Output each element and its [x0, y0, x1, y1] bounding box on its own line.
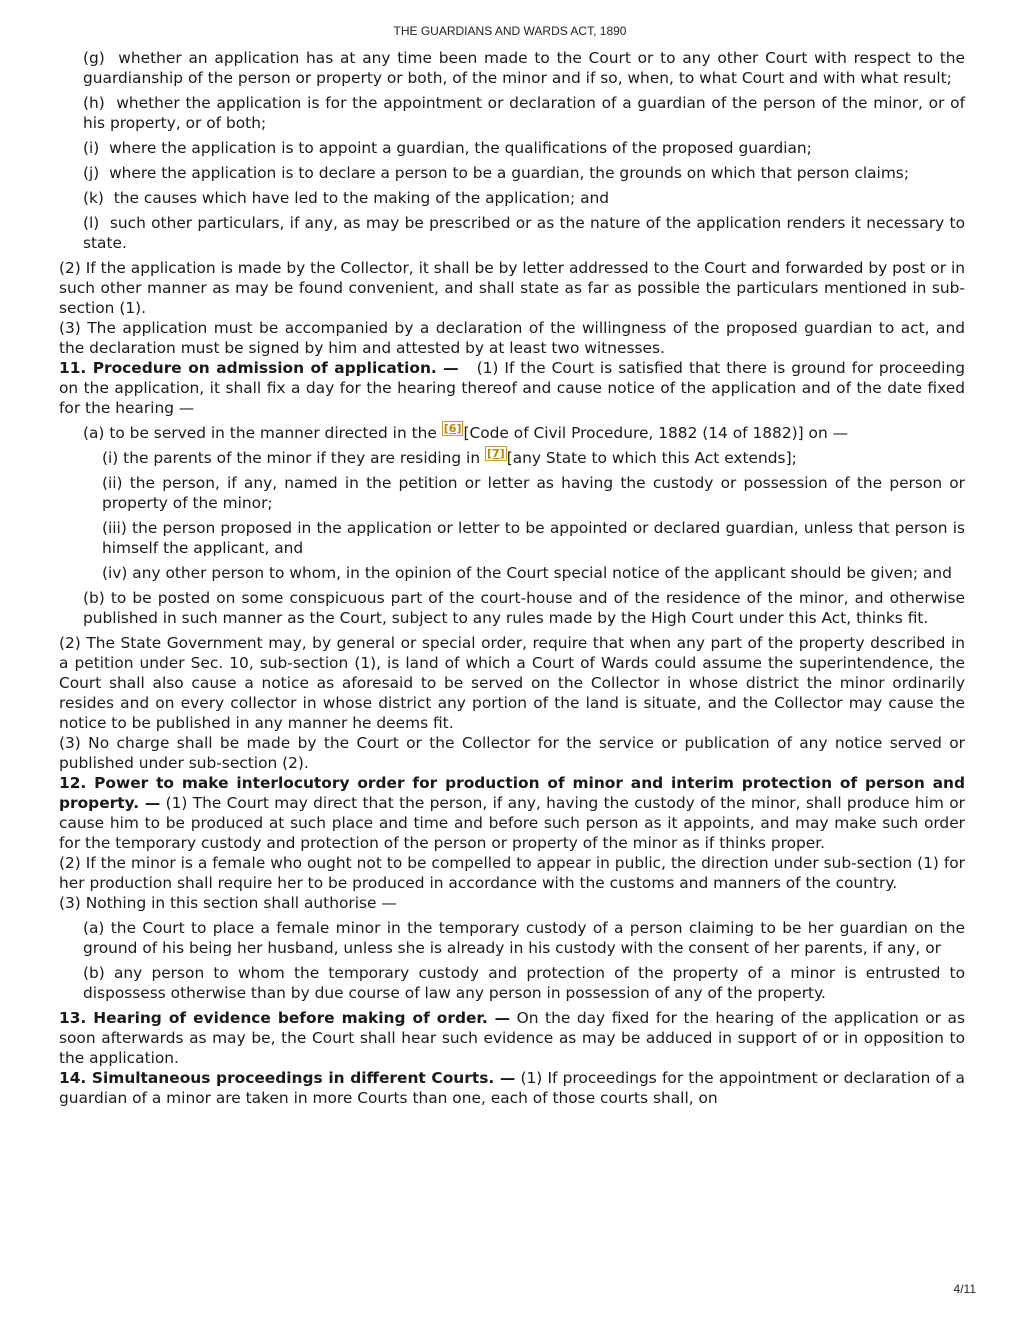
document-body [59, 48, 965, 1108]
page-header: THE GUARDIANS AND WARDS ACT, 1890 [393, 24, 627, 38]
section-11: 11. Procedure on admission of application. — (1) If the Court is satisfied that there is ground for proceeding on the application, it shall fix a day for the hearing thereof and cause notice of the application and of the date fixed for the hearing — [59, 359, 965, 417]
clause-j: (j) where the application is to declare a person to be a guardian, the grounds on which that person claims; [83, 164, 910, 182]
section-11-heading: 11. Procedure on admission of application. — [59, 359, 459, 377]
section-11-subclause-i: (i) the parents of the minor if they are residing in [7] [any State to which this Act extends]; [102, 446, 797, 467]
section-12-heading: 12. Power to make interlocutory order for production of minor and interim protection of person and property. — [59, 774, 965, 812]
section-11-clause-a: (a) to be served in the manner directed in the [6] [Code of Civil Procedure, 1882 (14 of 1882)] on — [83, 421, 848, 442]
section-11-subclause-iii: (iii) the person proposed in the application or letter to be appointed or declared guardian, unless that person is himself the applicant, and [102, 519, 965, 557]
clause-h: (h) whether the application is for the appointment or declaration of a guardian of the person of the minor, or of his property, or of both; [83, 94, 965, 132]
section-12-clause-a: (a) the Court to place a female minor in the temporary custody of a person claiming to be her guardian on the ground of his being her husband, unless she is already in his custody with the consent of her parents, if any, or [83, 919, 965, 957]
footnote-link-6[interactable]: [6] [443, 421, 462, 435]
section-12: 12. Power to make interlocutory order for production of minor and interim protection of person and property. — (1) The Court may direct that the person, if any, having the custody of the minor, shall produce him or cause him to be produced at such place and time and before such person as it appoints, and may make such order for the temporary custody and protection of the person or property of the minor as if thinks proper. [59, 774, 965, 852]
section-12-sub-3: (3) Nothing in this section shall authorise — [59, 894, 397, 912]
section-10-sub-2: (2) If the application is made by the Collector, it shall be by letter addressed to the Court and forwarded by post or in such other manner as may be found convenient, and shall state as far as possible the particulars mentioned in sub-section (1). [59, 259, 965, 317]
section-11-clause-b: (b) to be posted on some conspicuous part of the court-house and of the residence of the minor, and otherwise published in such manner as the Court, subject to any rules made by the High Court under this Act, thinks fit. [83, 589, 965, 627]
footnote-link-7[interactable]: [7] [486, 446, 505, 460]
section-13: 13. Hearing of evidence before making of order. — On the day fixed for the hearing of the application or as soon afterwards as may be, the Court shall hear such evidence as may be adduced in support of or in opposition to the application. [59, 1009, 966, 1067]
section-10-sub-3: (3) The application must be accompanied by a declaration of the willingness of the proposed guardian to act, and the declaration must be signed by him and attested by at least two witnesses. [59, 319, 965, 357]
section-11-subclause-iv: (iv) any other person to whom, in the opinion of the Court special notice of the applicant should be given; and [102, 564, 952, 582]
section-11-subclause-ii: (ii) the person, if any, named in the petition or letter as having the custody or possession of the person or property of the minor; [102, 474, 965, 512]
clause-k: (k) the causes which have led to the making of the application; and [83, 189, 610, 207]
section-12-sub-2: (2) If the minor is a female who ought not to be compelled to appear in public, the direction under sub-section (1) for her production shall require her to be produced in accordance with the customs and manners of the country. [59, 854, 965, 892]
section-14-heading: 14. Simultaneous proceedings in different Courts. — [59, 1069, 516, 1087]
clause-i: (i) where the application is to appoint a guardian, the qualifications of the proposed guardian; [83, 139, 812, 157]
section-11-sub-3: (3) No charge shall be made by the Court or the Collector for the service or publication of any notice served or published under sub-section (2). [59, 734, 965, 772]
section-13-heading: 13. Hearing of evidence before making of order. — [59, 1009, 511, 1027]
section-14: 14. Simultaneous proceedings in different Courts. — (1) If proceedings for the appointment or declaration of a guardian of a minor are taken in more Courts than one, each of those courts shall, on [59, 1069, 965, 1107]
section-12-clause-b: (b) any person to whom the temporary custody and protection of the property of a minor is entrusted to dispossess otherwise than by due course of law any person in possession of any of the property. [83, 964, 965, 1002]
page-number: 4/11 [953, 1282, 976, 1296]
clause-g: (g) whether an application has at any time been made to the Court or to any other Court with respect to the guardianship of the person or property or both, of the minor and if so, when, to what Court and with what result; [83, 49, 965, 87]
clause-l: (l) such other particulars, if any, as may be prescribed or as the nature of the application renders it necessary to state. [83, 214, 965, 252]
section-11-sub-2: (2) The State Government may, by general or special order, require that when any part of the property described in a petition under Sec. 10, sub-section (1), is land of which a Court of Wards could assume the superintendence, the Court shall also cause a notice as aforesaid to be served on the Collector in whose district the minor ordinarily resides and on every collector in whose district any portion of the land is situate, and the Collector may cause the notice to be published in any manner he deems fit. [59, 634, 965, 732]
